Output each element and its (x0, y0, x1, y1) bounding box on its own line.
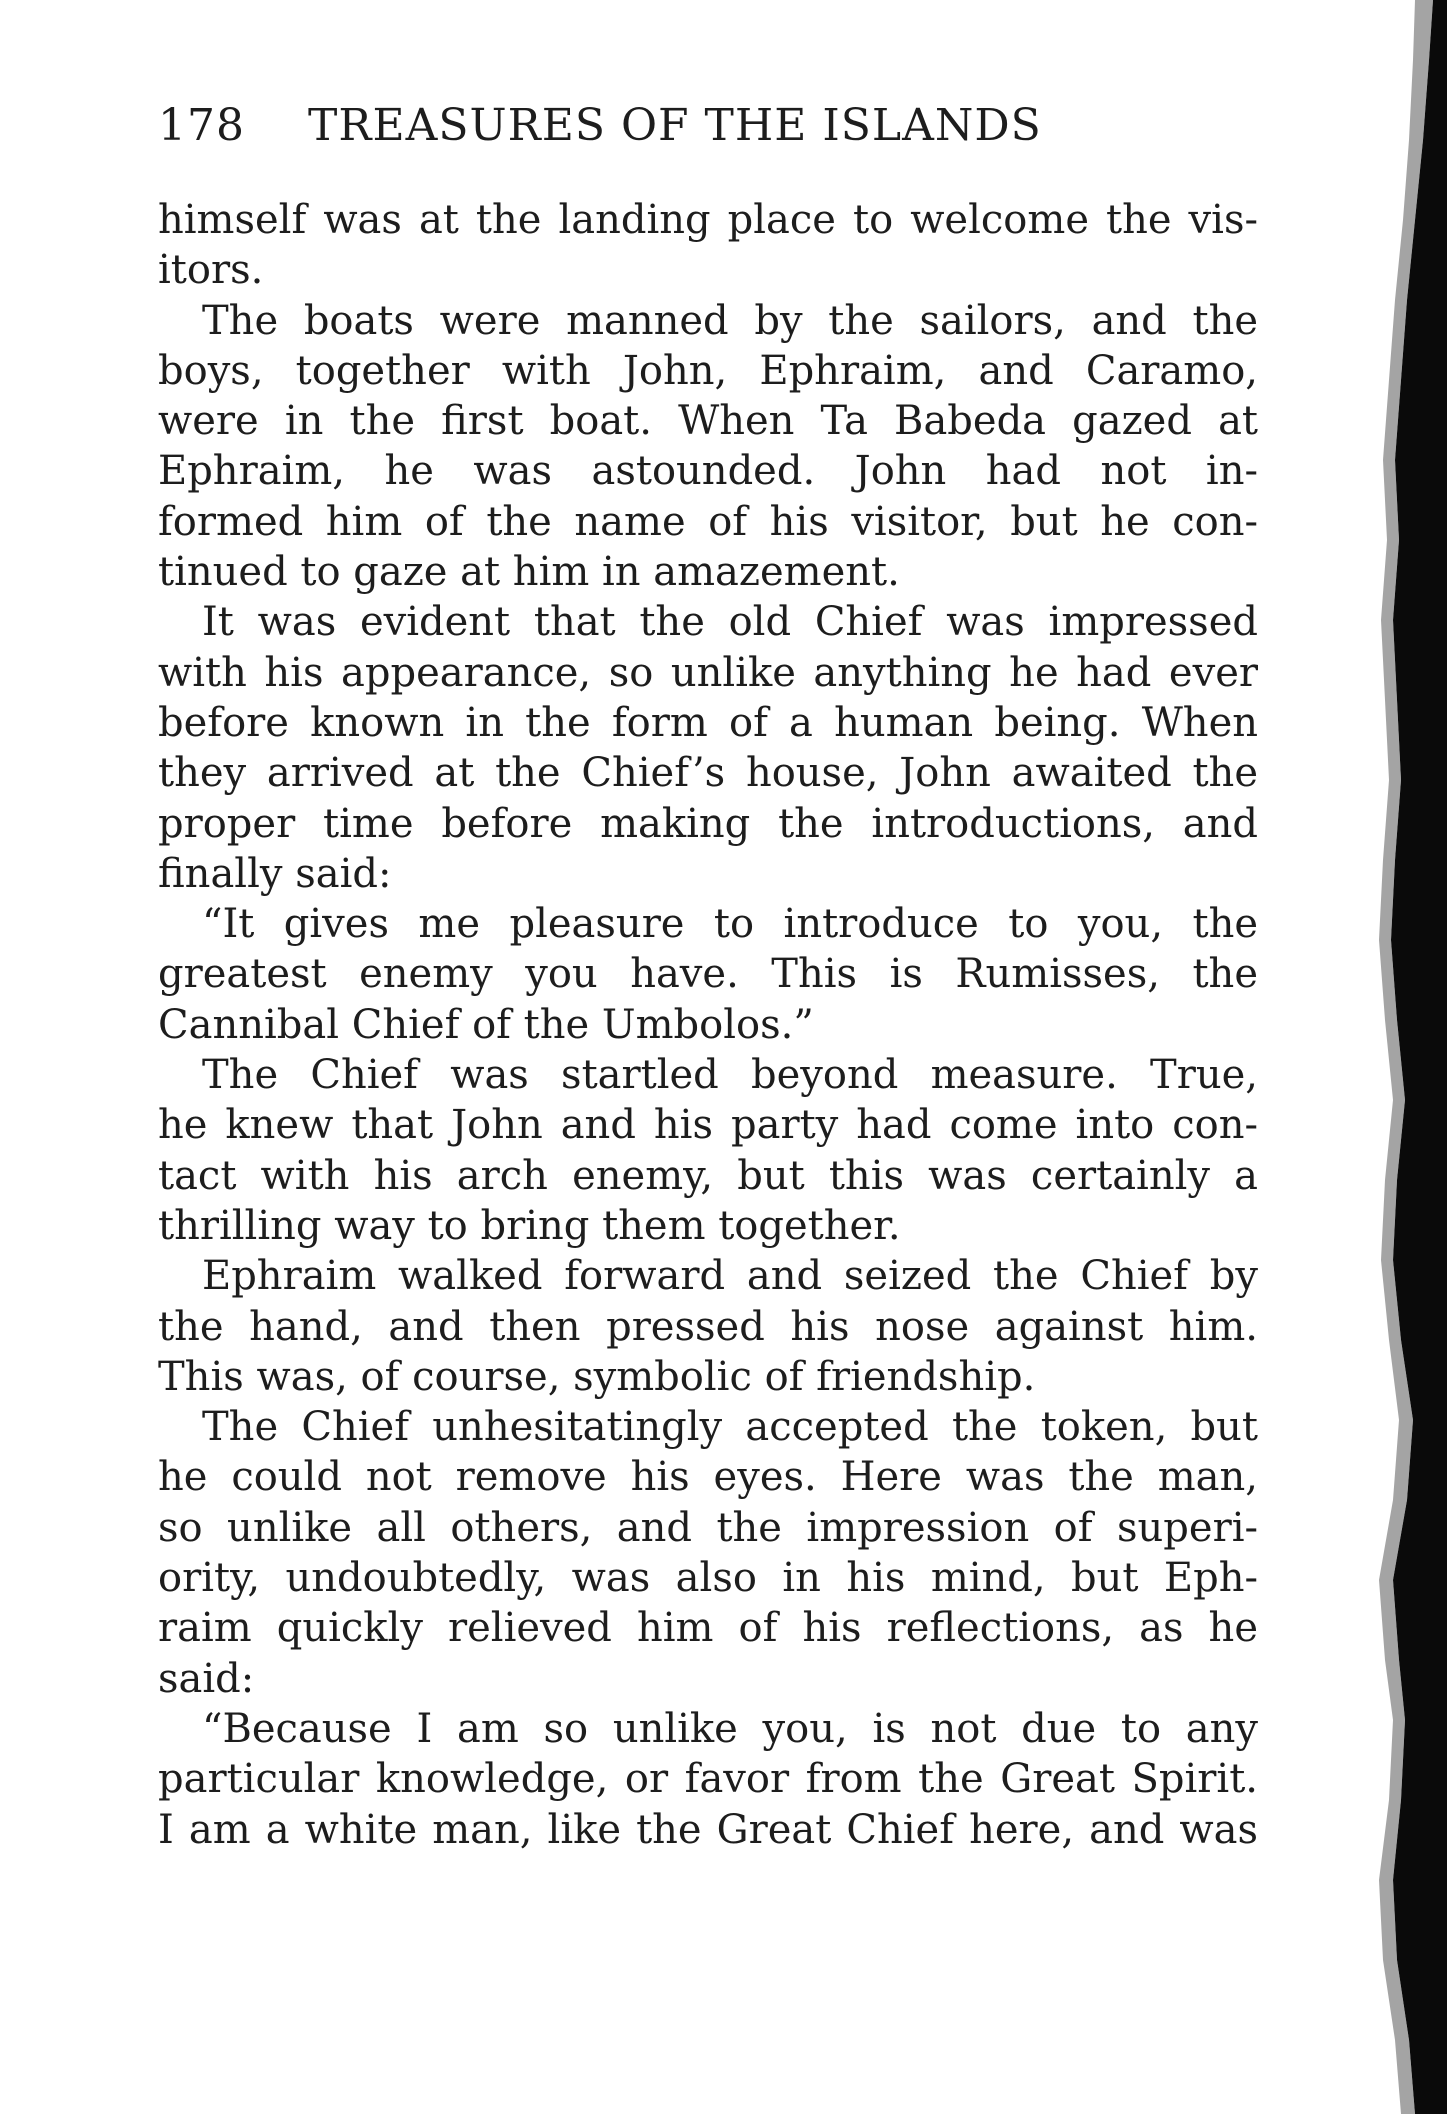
text-line: said: (158, 1655, 255, 1702)
body-text (158, 195, 1258, 1855)
text-line: greatest enemy you have. This is Rumisses, the (158, 951, 1258, 998)
text-line: so unlike all others, and the impression of superi- (158, 1504, 1258, 1551)
text-line: he could not remove his eyes. Here was the man, (158, 1454, 1258, 1501)
text-line: The Chief was startled beyond measure. True, (202, 1052, 1258, 1099)
running-title: TREASURES OF THE ISLANDS (308, 100, 1042, 151)
text-line: “Because I am so unlike you, is not due to any (202, 1705, 1258, 1752)
running-head (158, 100, 1258, 160)
text-line: ority, undoubtedly, was also in his mind, but Eph- (158, 1555, 1258, 1602)
text-line: Ephraim walked forward and seized the Chief by (202, 1253, 1258, 1300)
text-line: before known in the form of a human being. When (158, 699, 1258, 746)
text-line: tinued to gaze at him in amazement. (158, 549, 900, 596)
text-line: he knew that John and his party had come into con- (158, 1102, 1258, 1149)
text-line: boys, together with John, Ephraim, and Caramo, (158, 347, 1258, 394)
text-line: tact with his arch enemy, but this was certainly a (158, 1152, 1258, 1199)
text-line: This was, of course, symbolic of friendship. (158, 1353, 1036, 1400)
text-line: I am a white man, like the Great Chief here, and was (158, 1806, 1258, 1853)
text-line: with his appearance, so unlike anything he had ever (158, 649, 1258, 696)
text-line: itors. (158, 247, 264, 294)
text-line: raim quickly relieved him of his reflections, as he (158, 1605, 1258, 1652)
text-line: were in the first boat. When Ta Babeda gazed at (158, 398, 1258, 445)
text-line: The boats were manned by the sailors, and the (202, 297, 1258, 344)
scan-edge-shadow (1297, 0, 1447, 2114)
text-line: Ephraim, he was astounded. John had not in- (158, 448, 1258, 495)
text-line: himself was at the landing place to welcome the vis- (158, 197, 1258, 243)
text-line: the hand, and then pressed his nose against him. (158, 1303, 1258, 1350)
text-line: they arrived at the Chief’s house, John awaited the (158, 750, 1258, 797)
text-line: thrilling way to bring them together. (158, 1202, 901, 1249)
text-line: finally said: (158, 850, 392, 897)
text-line: proper time before making the introductions, and (158, 800, 1258, 847)
text-line: Cannibal Chief of the Umbolos.” (158, 1001, 814, 1048)
text-line: “It gives me pleasure to introduce to you, the (202, 901, 1258, 948)
page-number: 178 (158, 100, 245, 151)
text-line: particular knowledge, or favor from the Great Spirit. (158, 1756, 1258, 1803)
text-line: The Chief unhesitatingly accepted the token, but (202, 1404, 1258, 1451)
text-line: It was evident that the old Chief was impressed (202, 599, 1258, 646)
text-line: formed him of the name of his visitor, but he con- (158, 498, 1258, 545)
